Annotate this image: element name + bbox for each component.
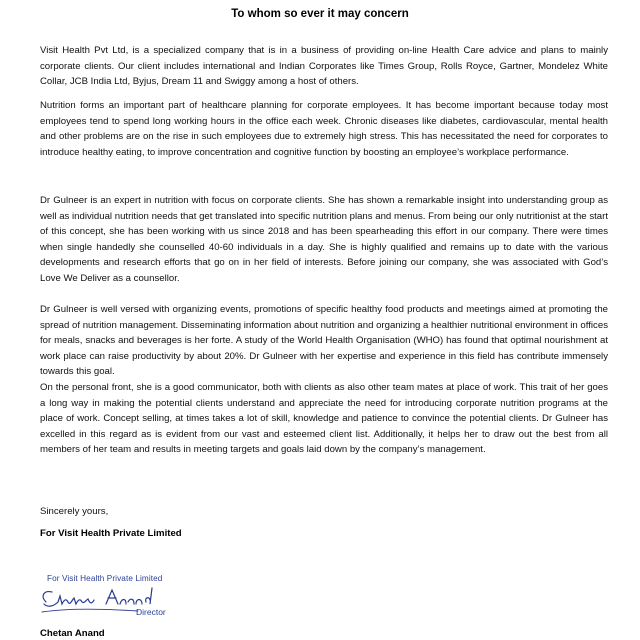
paragraph-events: Dr Gulneer is well versed with organizing events, promotions of specific healthy food products and meetings aimed at promoting the spread of nutrition management. Disseminating information about nutrition and organizing a healthier nutritional environment in offices for meals, snacks and beverages is her forte. A study of the World Health Organisation (WHO) has found that optimal nourishment at work place can raise productivity by about 20%. Dr Gulneer with her expertise and experience in this field has contribute immensely towards this goal. (40, 304, 608, 378)
organization-line: For Visit Health Private Limited (40, 528, 182, 539)
signer-name: Chetan Anand (40, 628, 105, 639)
paragraph-nutrition-importance: Nutrition forms an important part of healthcare planning for corporate employees. It has become important because today most employees tend to spend long working hours in the office each week. Chronic diseases like diabetes, cardiovascular, mental health and other problems are on the rise in such employees due to extremely high stress. This has necessitated the need for corporates to introduce healthy eating, to improve concentration and cognitive function by boosting an employee’s workplace performance. (40, 100, 608, 158)
paragraph-expertise: Dr Gulneer is an expert in nutrition with focus on corporate clients. She has shown a remarkable insight into understanding group as well as individual nutrition needs that get translated into specific nutrition plans and menus. From being our only nutritionist at the start of this concept, she has been working with us since 2018 and has been spearheading this effort in our company. There were times when single handedly she counselled 40-60 individuals in a day. She is highly qualified and remains up to date with the various developments and research efforts that go on in her field of interests. Before joining our company, she was associated with God’s Love We Deliver as a counsellor. (40, 195, 608, 284)
closing-salutation: Sincerely yours, (40, 506, 109, 517)
company-stamp: For Visit Health Private Limited (47, 574, 163, 583)
paragraph-company-intro: Visit Health Pvt Ltd, is a specialized company that is in a business of providing on-line Health Care advice and plans to mainly corporate clients. Our client includes international and Indian Corporates like Times Group, Rolls Royce, Gartner, Mondelez White Collar, JCB India Ltd, Byjus, Dream 11 and Swiggy among a host of others. (40, 45, 608, 88)
signer-designation: Director (136, 607, 166, 617)
paragraph-personal: On the personal front, she is a good communicator, both with clients as also other team mates at place of work. This trait of her goes a long way in making the potential clients understand and appreciate the need for introducing corporate nutrition programs at the place of work. Concept selling, at times takes a lot of skill, knowledge and patience to convince the potential clients. Dr Gulneer has excelled in this regard as is evident from our vast and esteemed client list. Additionally, it helps her to draw out the best from all members of her team and results in meeting targets and goals laid down by the company’s management. (40, 382, 608, 456)
letter-heading: To whom so ever it may concern (231, 8, 409, 20)
